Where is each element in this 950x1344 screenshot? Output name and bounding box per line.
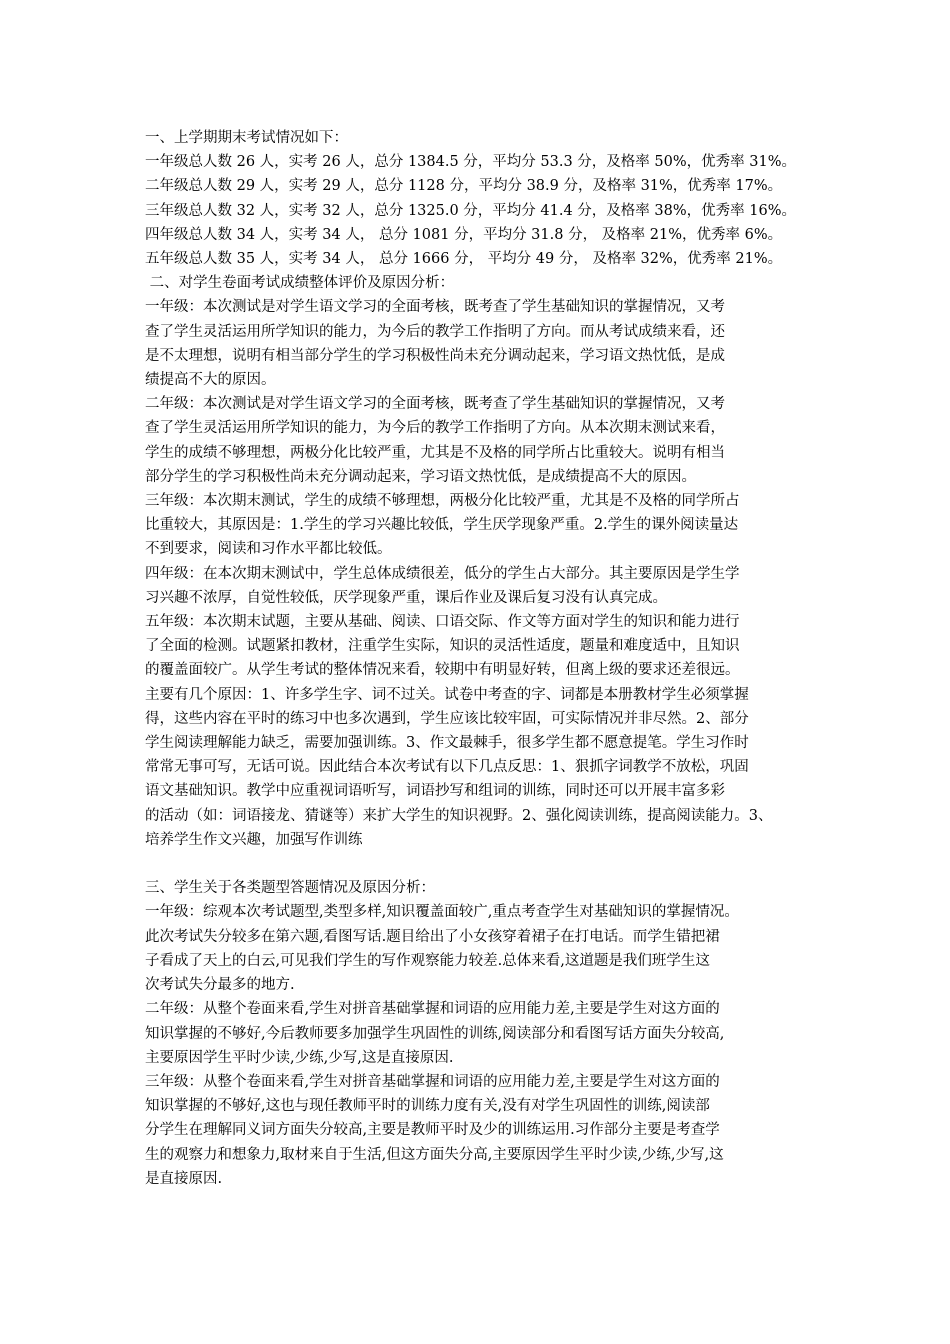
paragraph-line: 了全面的检测。试题紧扣教材，注重学生实际，知识的灵活性适度，题量和难度适中，且知识 bbox=[145, 638, 740, 655]
section-question-type-analysis bbox=[145, 876, 825, 1191]
paragraph-line: 是直接原因. bbox=[145, 1170, 223, 1187]
paragraph-line: 语文基础知识。教学中应重视词语听写，词语抄写和组词的训练，同时还可以开展丰富多彩 bbox=[145, 783, 725, 800]
paragraph-line: 四年级：在本次期末测试中，学生总体成绩很差，低分的学生占大部分。其主要原因是学生学 bbox=[145, 565, 740, 582]
section-overall-analysis bbox=[145, 271, 825, 852]
paragraph-line: 绩提高不大的原因。 bbox=[145, 372, 276, 389]
paragraph-line: 常常无事可写，无话可说。因此结合本次考试有以下几点反思：1、狠抓字词教学不放松，巩固 bbox=[145, 759, 749, 776]
paragraph-line: 一年级：综观本次考试题型,类型多样,知识覆盖面较广,重点考查学生对基础知识的掌握情况。 bbox=[145, 904, 739, 921]
paragraph-line: 部分学生的学习积极性尚未充分调动起来，学习语文热忱低，是成绩提高不大的原因。 bbox=[145, 468, 696, 485]
paragraph-line: 次考试失分最多的地方. bbox=[145, 977, 295, 994]
section-exam-results bbox=[145, 126, 825, 271]
grade-result-row: 一年级总人数 26 人，实考 26 人，总分 1384.5 分，平均分 53.3 分，及格率 50%，优秀率 31%。 bbox=[145, 154, 796, 171]
paragraph-line: 比重较大，其原因是：1.学生的学习兴趣比较低，学生厌学现象严重。2.学生的课外阅读量达 bbox=[145, 517, 739, 534]
paragraph-line: 查了学生灵活运用所学知识的能力，为今后的教学工作指明了方向。从本次期末测试来看， bbox=[145, 420, 725, 437]
paragraph-line: 查了学生灵活运用所学知识的能力，为今后的教学工作指明了方向。而从考试成绩来看，还 bbox=[145, 323, 725, 340]
paragraph-line: 五年级：本次期末试题，主要从基础、阅读、口语交际、作文等方面对学生的知识和能力进行 bbox=[145, 614, 740, 631]
section-heading: 一、上学期期末考试情况如下： bbox=[145, 130, 348, 146]
blank-line bbox=[145, 852, 825, 876]
paragraph-line: 的活动（如：词语接龙、猜谜等）来扩大学生的知识视野。2、强化阅读训练，提高阅读能力。3、 bbox=[145, 807, 773, 824]
paragraph-line: 学生阅读理解能力缺乏，需要加强训练。3、作文最棘手，很多学生都不愿意提笔。学生习作时 bbox=[145, 735, 749, 752]
paragraph-line: 三年级：本次期末测试，学生的成绩不够理想，两极分化比较严重，尤其是不及格的同学所占 bbox=[145, 493, 740, 510]
grade-result-row: 二年级总人数 29 人，实考 29 人，总分 1128 分，平均分 38.9 分，及格率 31%，优秀率 17%。 bbox=[145, 178, 783, 195]
paragraph-line: 主要有几个原因：1、许多学生字、词不过关。试卷中考查的字、词都是本册教材学生必须掌握 bbox=[145, 686, 749, 703]
paragraph-line: 分学生在理解同义词方面失分较高,主要是教师平时及少的训练运用.习作部分主要是考查学 bbox=[145, 1122, 720, 1139]
paragraph-line: 培养学生作文兴趣，加强写作训练 bbox=[145, 831, 363, 848]
paragraph-line: 子看成了天上的白云,可见我们学生的写作观察能力较差.总体来看,这道题是我们班学生这 bbox=[145, 952, 710, 969]
paragraph-line: 不到要求，阅读和习作水平都比较低。 bbox=[145, 541, 392, 558]
paragraph-line: 学生的成绩不够理想，两极分化比较严重，尤其是不及格的同学所占比重较大。说明有相当 bbox=[145, 444, 725, 461]
grade-result-row: 三年级总人数 32 人，实考 32 人，总分 1325.0 分，平均分 41.4 分，及格率 38%，优秀率 16%。 bbox=[145, 202, 796, 219]
paragraph-line: 习兴趣不浓厚，自觉性较低，厌学现象严重，课后作业及课后复习没有认真完成。 bbox=[145, 589, 667, 606]
grade-result-row: 四年级总人数 34 人，实考 34 人， 总分 1081 分，平均分 31.8 分， 及格率 21%，优秀率 6%。 bbox=[145, 226, 783, 243]
paragraph-line: 得，这些内容在平时的练习中也多次遇到，学生应该比较牢固，可实际情况并非尽然。2、部分 bbox=[145, 710, 749, 727]
paragraph-line: 知识掌握的不够好,今后教师要多加强学生巩固性的训练,阅读部分和看图写话方面失分较高, bbox=[145, 1025, 725, 1042]
paragraph-line: 二年级：从整个卷面来看,学生对拼音基础掌握和词语的应用能力差,主要是学生对这方面的 bbox=[145, 1001, 720, 1018]
paragraph-line: 此次考试失分较多在第六题,看图写话.题目给出了小女孩穿着裙子在打电话。而学生错把裙 bbox=[145, 928, 720, 945]
paragraph-line: 二年级：本次测试是对学生语文学习的全面考核，既考查了学生基础知识的掌握情况，又考 bbox=[145, 396, 725, 413]
section-heading: 二、对学生卷面考试成绩整体评价及原因分析： bbox=[145, 275, 455, 292]
document-page bbox=[145, 126, 825, 1191]
paragraph-line: 一年级：本次测试是对学生语文学习的全面考核，既考查了学生基础知识的掌握情况，又考 bbox=[145, 299, 725, 316]
grade-result-row: 五年级总人数 35 人，实考 34 人， 总分 1666 分， 平均分 49 分， 及格率 32%，优秀率 21%。 bbox=[145, 251, 783, 268]
paragraph-line: 知识掌握的不够好,这也与现任教师平时的训练力度有关,没有对学生巩固性的训练,阅读部 bbox=[145, 1098, 710, 1115]
paragraph-line: 主要原因学生平时少读,少练,少写,这是直接原因. bbox=[145, 1049, 454, 1066]
paragraph-line: 的覆盖面较广。从学生考试的整体情况来看，较期中有明显好转，但离上级的要求还差很远。 bbox=[145, 662, 740, 679]
paragraph-line: 生的观察力和想象力,取材来自于生活,但这方面失分高,主要原因学生平时少读,少练,少写,这 bbox=[145, 1146, 724, 1163]
section-heading: 三、学生关于各类题型答题情况及原因分析： bbox=[145, 880, 435, 897]
paragraph-line: 三年级：从整个卷面来看,学生对拼音基础掌握和词语的应用能力差,主要是学生对这方面的 bbox=[145, 1073, 720, 1090]
paragraph-line: 是不太理想，说明有相当部分学生的学习积极性尚未充分调动起来，学习语文热忱低，是成 bbox=[145, 347, 725, 364]
